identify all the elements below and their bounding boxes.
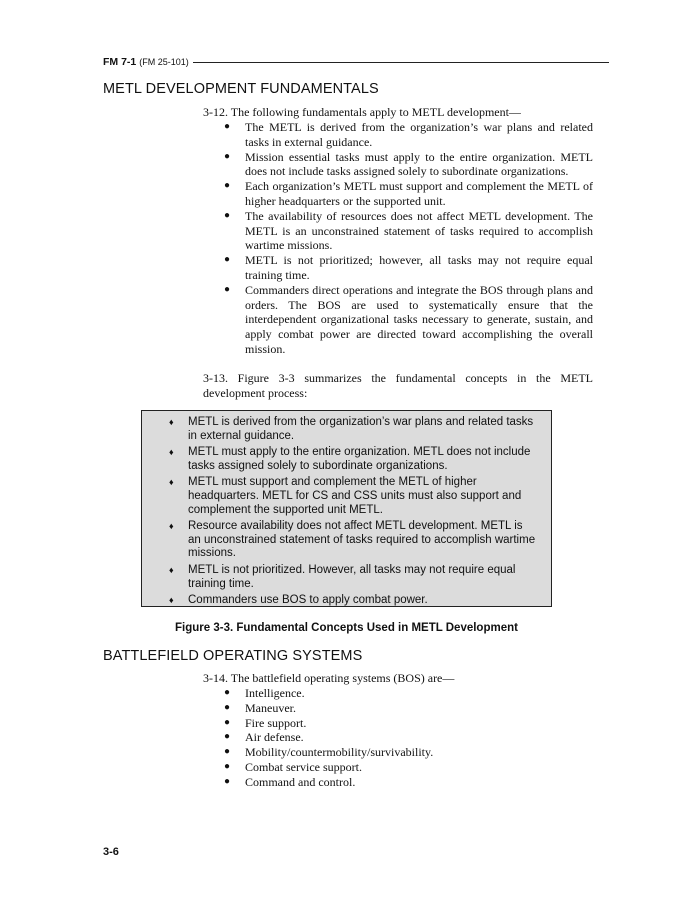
page-number: 3-6 [103, 846, 119, 858]
bullet-icon: ● [224, 687, 231, 698]
doc-sub-id: (FM 25-101) [139, 57, 189, 67]
list-item: ● Intelligence. [224, 686, 305, 700]
list-item: ● Mobility/countermobility/survivability. [224, 745, 434, 760]
list-item: ● Command and control. [224, 774, 356, 789]
list-item: ● Commanders direct operations and integrate the BOS through plans and orders. The BOS are used to systematically ensure that the interdependent organizational tasks necessary to generate, sustain, and apply combat power are directed toward accomplishing the overall mission. [224, 282, 593, 356]
list-item: ● Combat service support. [224, 759, 362, 774]
bullet-icon: ● [224, 209, 231, 221]
bullet-icon: ● [224, 180, 231, 192]
section-heading-bos: BATTLEFIELD OPERATING SYSTEMS [103, 648, 363, 664]
list-item: ♦ METL must support and complement the METL of higher headquarters. METL for CS and CSS units must also support and complement the supported unit METL. [169, 476, 522, 516]
bullet-icon: ● [224, 121, 231, 132]
list-item: ● Each organization’s METL must support and complement the METL of higher headquarters or the supported unit. [224, 179, 593, 208]
list-item: ● Air defense. [224, 730, 304, 745]
figure-concepts-list [166, 416, 536, 611]
metl-fundamentals-list [220, 120, 593, 357]
figure-3-3-box [141, 410, 552, 607]
bullet-icon: ● [224, 254, 231, 266]
diamond-bullet-icon: ♦ [169, 477, 174, 488]
list-item: ♦ METL is not prioritized. However, all tasks may not require equal training time. [169, 563, 516, 590]
list-item: ♦ METL must apply to the entire organization. METL does not include tasks assigned solely to subordinate organizations. [169, 446, 531, 472]
list-item: ● Maneuver. [224, 700, 296, 715]
bullet-icon: ● [224, 760, 231, 772]
diamond-bullet-icon: ♦ [169, 595, 174, 606]
bullet-icon: ● [224, 716, 231, 728]
diamond-bullet-icon: ♦ [169, 417, 174, 427]
paragraph-3-13: 3-13. Figure 3-3 summarizes the fundamental concepts in the METL development process: [203, 371, 593, 400]
list-item: ♦ Commanders use BOS to apply combat power. [169, 594, 428, 607]
list-item: ● METL is not prioritized; however, all tasks may not require equal training time. [224, 253, 593, 282]
list-item: ♦ Resource availability does not affect METL development. METL is an unconstrained statement of tasks required to accomplish wartime missions. [169, 520, 536, 560]
section-heading-metl: METL DEVELOPMENT FUNDAMENTALS [103, 81, 379, 97]
bullet-icon: ● [224, 731, 231, 743]
list-item: ♦ METL is derived from the organization’s war plans and related tasks in external guidance. [169, 416, 534, 442]
bos-list [220, 686, 593, 790]
figure-caption: Figure 3-3. Fundamental Concepts Used in METL Development [175, 622, 518, 634]
bullet-icon: ● [224, 775, 231, 787]
bullet-icon: ● [224, 283, 231, 295]
list-item: ● Fire support. [224, 715, 307, 730]
diamond-bullet-icon: ♦ [169, 564, 174, 575]
list-item: ● The METL is derived from the organization’s war plans and related tasks in external guidance. [224, 120, 593, 149]
list-item: ● The availability of resources does not affect METL development. The METL is an unconstrained statement of tasks required to accomplish wartime missions. [224, 208, 593, 253]
paragraph-3-14: 3-14. The battlefield operating systems (BOS) are— [203, 671, 455, 685]
running-header [103, 55, 609, 69]
bullet-icon: ● [224, 701, 231, 713]
bullet-icon: ● [224, 150, 231, 162]
header-rule [193, 62, 609, 63]
diamond-bullet-icon: ♦ [169, 447, 174, 458]
diamond-bullet-icon: ♦ [169, 521, 174, 532]
bullet-icon: ● [224, 746, 231, 758]
list-item: ● Mission essential tasks must apply to the entire organization. METL does not include tasks assigned solely to subordinate organizations. [224, 149, 593, 179]
doc-id: FM 7-1 [103, 56, 137, 68]
paragraph-3-12: 3-12. The following fundamentals apply to METL development— [203, 105, 521, 119]
